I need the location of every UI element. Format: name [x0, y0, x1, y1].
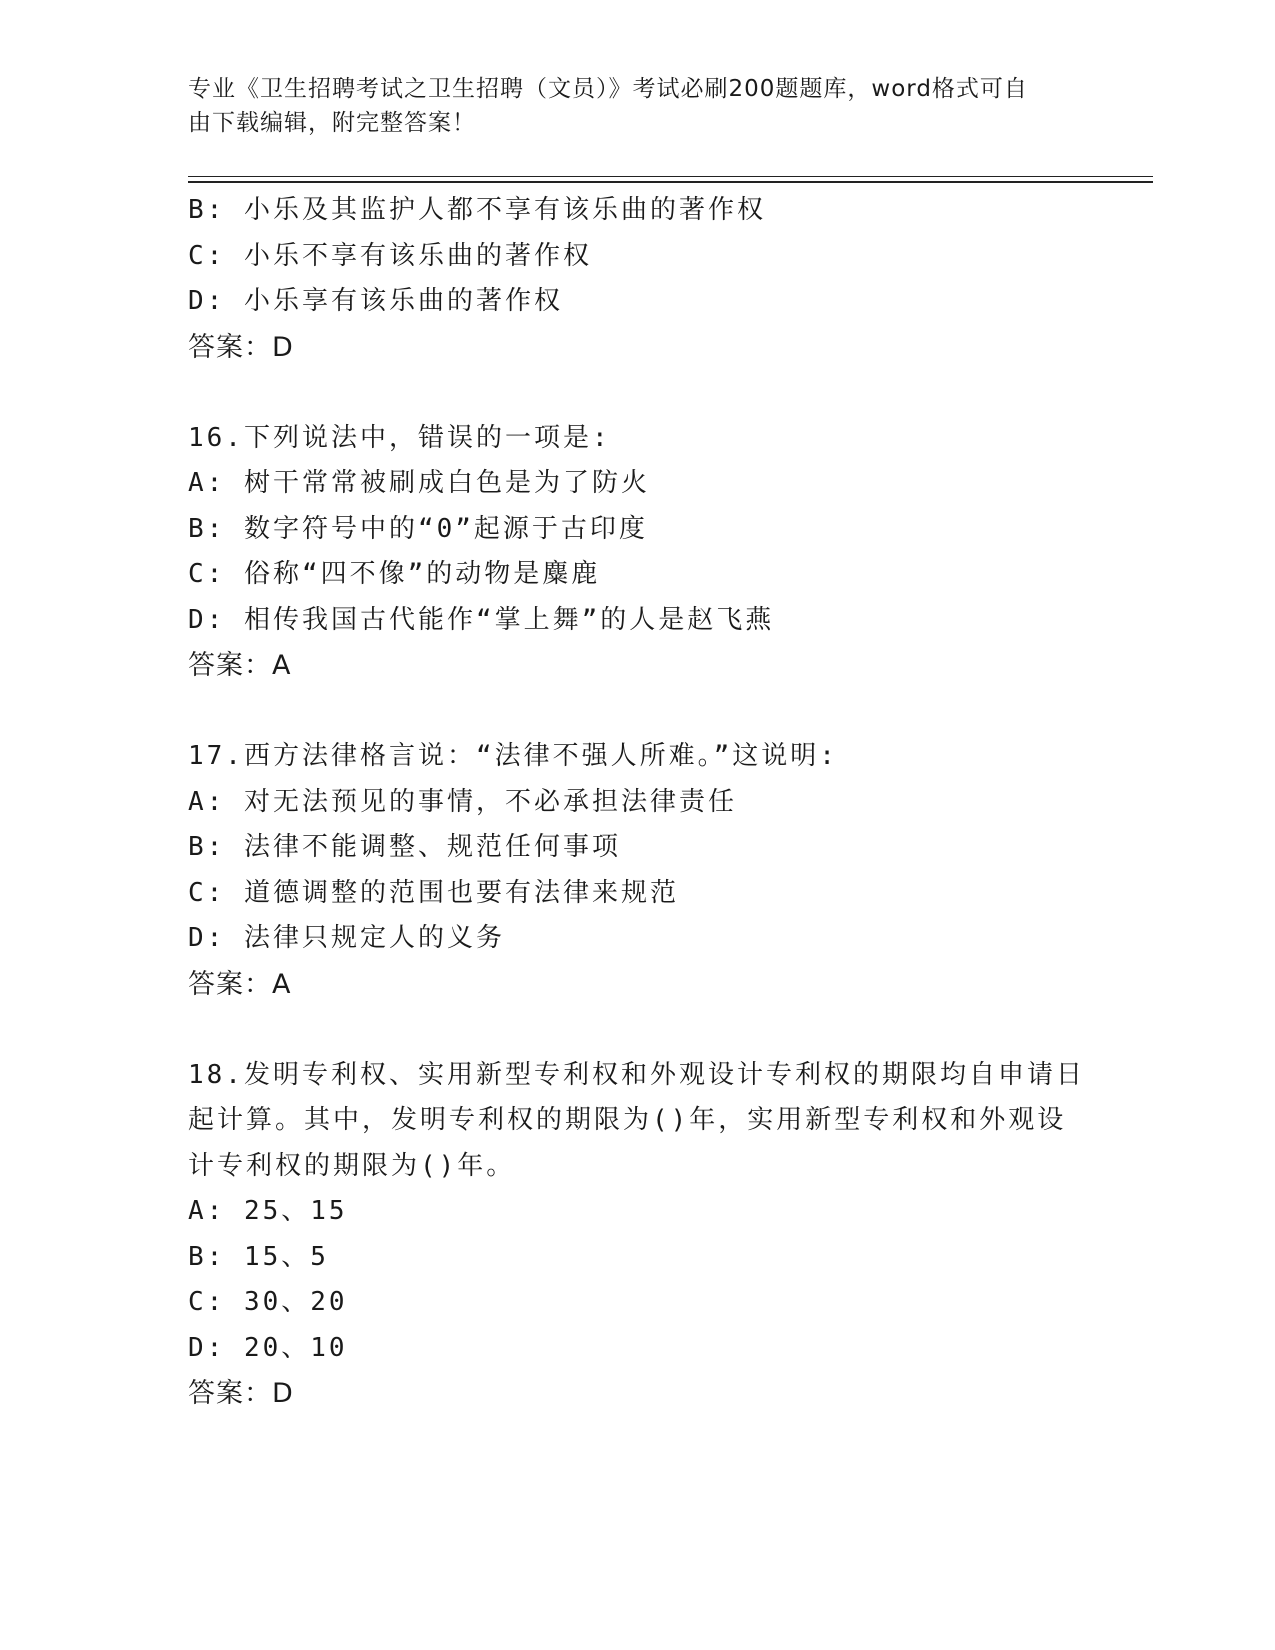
- option-b: B: 法律不能调整、规范任何事项: [188, 832, 621, 862]
- answer: 答案：A: [188, 968, 292, 1000]
- question-block-15: [188, 188, 1088, 370]
- question-block-16: [188, 416, 1088, 689]
- header-line-2: 由下载编辑，附完整答案！: [188, 110, 476, 136]
- spacer: [188, 370, 1088, 416]
- option-c: C: 道德调整的范围也要有法律来规范: [188, 877, 679, 908]
- option-d: D: 相传我国古代能作“掌上舞”的人是赵飞燕: [188, 604, 775, 635]
- option-d: D: 法律只规定人的义务: [188, 923, 505, 953]
- question-stem-line-3: 计专利权的期限为()年。: [188, 1150, 516, 1181]
- option-c: C: 小乐不享有该乐曲的著作权: [188, 240, 592, 271]
- option-c: C: 俗称“四不像”的动物是麋鹿: [188, 559, 601, 589]
- option-b: B: 小乐及其监护人都不享有该乐曲的著作权: [188, 195, 766, 225]
- answer: 答案：A: [188, 650, 292, 681]
- option-d: D: 小乐享有该乐曲的著作权: [188, 286, 563, 316]
- option-d: D: 20、10: [188, 1332, 348, 1363]
- question-stem: 16.下列说法中，错误的一项是:: [188, 422, 611, 453]
- option-c: C: 30、20: [188, 1287, 348, 1317]
- question-stem-line-1: 18.发明专利权、实用新型专利权和外观设计专利权的期限均自申请日: [188, 1059, 1085, 1090]
- option-a: A: 树干常常被刷成白色是为了防火: [188, 468, 650, 498]
- option-a: A: 25、15: [188, 1196, 348, 1226]
- header-rule-thin: [188, 176, 1153, 177]
- answer: 答案：D: [188, 331, 294, 363]
- option-a: A: 对无法预见的事情，不必承担法律责任: [188, 786, 737, 817]
- question-stem: 17.西方法律格言说：“法律不强人所难。”这说明:: [188, 741, 838, 771]
- header-rule-thick: [188, 181, 1153, 183]
- answer: 答案：D: [188, 1378, 294, 1409]
- question-block-18: [188, 1053, 1088, 1417]
- document-header: [188, 72, 1068, 140]
- question-list: [188, 188, 1088, 1417]
- spacer: [188, 689, 1088, 735]
- option-b: B: 15、5: [188, 1241, 329, 1272]
- question-block-17: [188, 734, 1088, 1007]
- question-stem-line-2: 起计算。其中，发明专利权的期限为()年，实用新型专利权和外观设: [188, 1105, 1067, 1135]
- option-b: B: 数字符号中的“0”起源于古印度: [188, 513, 648, 544]
- spacer: [188, 1007, 1088, 1053]
- header-line-1: 专业《卫生招聘考试之卫生招聘（文员）》考试必刷200题题库，word格式可自: [188, 76, 1028, 102]
